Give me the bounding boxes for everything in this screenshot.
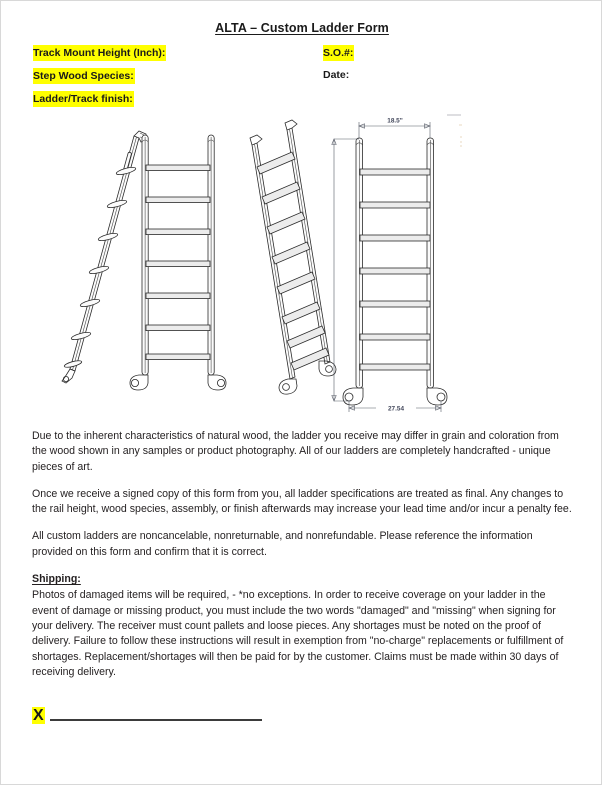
dimension-label-width-bottom: 27.54 bbox=[388, 405, 404, 413]
paragraph-wood-characteristics: Due to the inherent characteristics of natural wood, the ladder you receive may differ in grain and coloration from the wood shown in any samples or product photography. All of our ladders are completely handcrafted - unique pieces of art. bbox=[32, 430, 559, 473]
caster-dim-right bbox=[427, 388, 447, 405]
field-label-track-mount-height[interactable]: Track Mount Height (Inch): bbox=[33, 47, 166, 59]
paragraph-shipping-terms: Photos of damaged items will be required, - *no exceptions. In order to receive coverage on your ladder in the event of damage or missing product, you must include the two words "damaged" and "missing" when signing for your delivery. The receiver must count pallets and loose pieces. Any shortages must be noted on the proof of delivery. Failure to follow these instructions will result in exemption from "no-charge" replacements or fulfillment of shortages. Replacement/shortages will then be paid for by the customer. Claims must be made within 30 days of receiving delivery. bbox=[32, 589, 564, 678]
paragraph-noncancelable: All custom ladders are noncancelable, nonreturnable, and nonrefundable. Please reference the information provided on this form and confirm that it is correct. bbox=[32, 530, 533, 558]
field-label-ladder-track-finish[interactable]: Ladder/Track finish: bbox=[33, 93, 133, 105]
drawing-view-dimensioned bbox=[332, 114, 462, 413]
dimension-label-width-top: 18.5" bbox=[387, 117, 403, 125]
caster-right bbox=[208, 375, 226, 390]
signature-line[interactable] bbox=[50, 719, 262, 721]
body-copy bbox=[32, 429, 573, 680]
signature-block bbox=[32, 707, 262, 724]
dimension-height bbox=[332, 139, 359, 401]
shipping-heading: Shipping: bbox=[32, 573, 81, 586]
paragraph-specifications-final: Once we receive a signed copy of this form from you, all ladder specifications are treated as final. Any changes to the rail height, wood species, assembly, or finish afterwards may increase your lead time and/or incur a penalty fee. bbox=[32, 487, 572, 516]
form-fields bbox=[33, 45, 573, 114]
field-label-so-number[interactable]: S.O.#: bbox=[323, 47, 354, 59]
drawing-artifact-marks bbox=[447, 115, 462, 146]
caster-left bbox=[130, 375, 148, 390]
form-row-2 bbox=[33, 68, 573, 91]
drawing-view-isometric bbox=[250, 120, 336, 394]
dimension-width-top bbox=[359, 114, 430, 138]
dimension-width-bottom bbox=[349, 401, 441, 413]
field-label-step-wood-species[interactable]: Step Wood Species: bbox=[33, 70, 134, 82]
ladder-technical-drawing bbox=[29, 109, 574, 419]
form-row-1 bbox=[33, 45, 573, 68]
page-title-text: ALTA – Custom Ladder Form bbox=[215, 21, 389, 35]
caster-iso-left bbox=[279, 379, 297, 394]
drawing-view-front-plain bbox=[130, 135, 226, 390]
drawing-view-side-edge bbox=[62, 131, 147, 383]
caster-dim-left bbox=[343, 388, 363, 405]
page-title bbox=[1, 21, 602, 35]
signature-x-mark: X bbox=[33, 707, 44, 724]
field-label-date[interactable]: Date: bbox=[323, 69, 350, 81]
